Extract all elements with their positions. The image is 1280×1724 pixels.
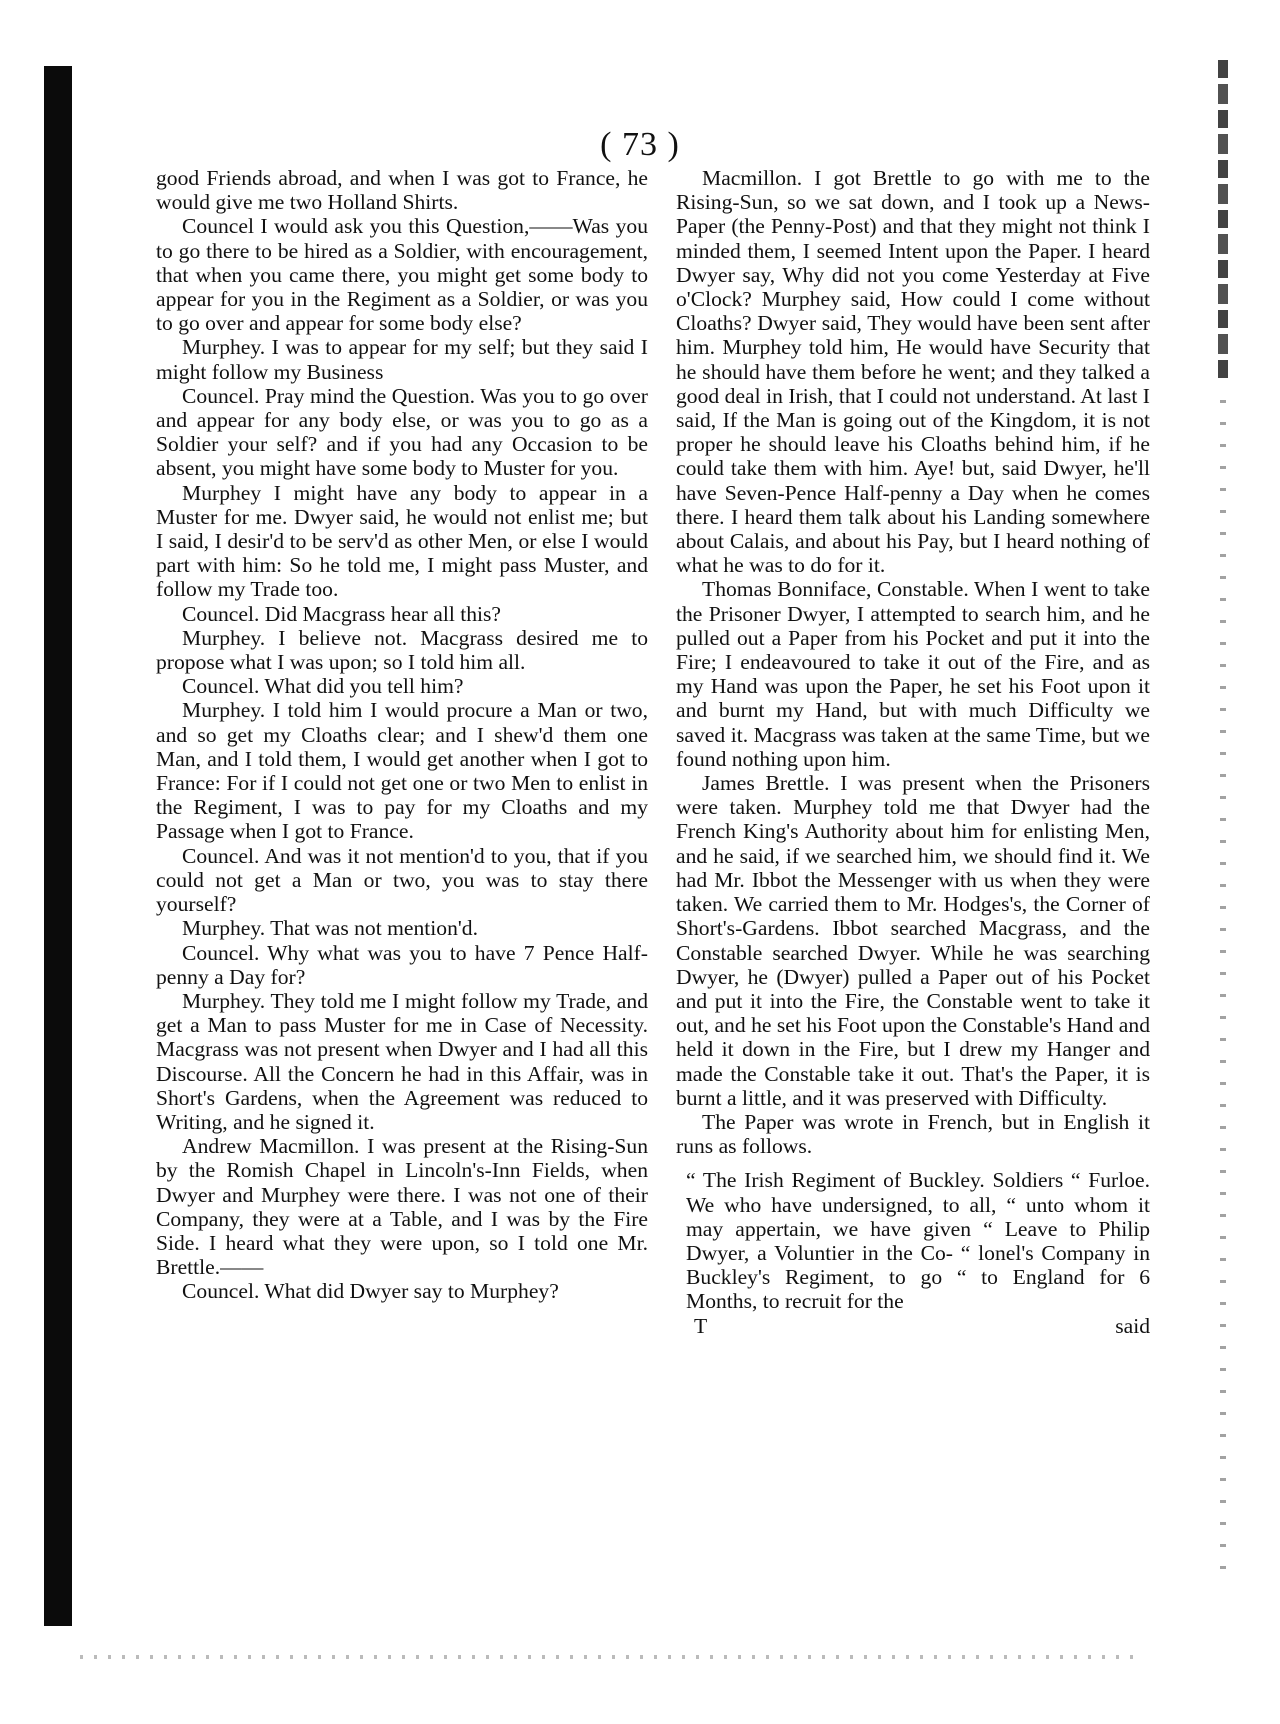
scan-border-right <box>1218 60 1228 380</box>
paragraph: Councel. What did Dwyer say to Murphey? <box>182 1279 559 1304</box>
paragraph: Murphey. I believe not. Macgrass desired me to propose what I was upon; so I told him all. <box>156 625 648 675</box>
catchword: said <box>1115 1313 1150 1338</box>
paragraph: Councel. Why what was you to have 7 Pence Half-penny a Day for? <box>156 940 648 989</box>
paragraph: Councel. What did you tell him? <box>182 674 464 699</box>
page-footer <box>676 1314 1150 1338</box>
right-column <box>676 166 1150 1338</box>
paragraph: Murphey. I was to appear for my self; but they said I might follow my Business <box>156 335 648 384</box>
paragraph: Murphey I might have any body to appear in a Muster for me. Dwyer said, he would not enlist me; but I said, I desir'd to be serv'd as other Men, or else I would part with him: So he told me, I might pass Muster, and follow my Trade too. <box>156 480 648 602</box>
paper-heading: The Paper was wrote in French, but in English it runs as follows. <box>676 1109 1150 1159</box>
signature-mark: T <box>694 1313 708 1338</box>
paragraph: Murphey. That was not mention'd. <box>182 916 478 941</box>
paragraph: Councel. Pray mind the Question. Was you to go over and appear for any body else, or was you to go as a Soldier your self? and if you had any Occasion to be absent, you might have some body to Muster for you. <box>156 383 648 481</box>
scan-bottom-noise <box>80 1655 1140 1659</box>
scan-border-left <box>44 66 72 1626</box>
paragraph: Councel. And was it not mention'd to you, that if you could not get a Man or two, you was to stay there yourself? <box>156 843 648 917</box>
paragraph: Macmillon. I got Brettle to go with me to the Rising-Sun, so we sat down, and I took up a News-Paper (the Penny-Post) and that they might not think I minded them, I seemed Intent upon the Paper. I heard Dwyer say, Why did not you come Yesterday at Five o'Clock? Murphey said, How could I come without Cloaths? Dwyer said, They would have been sent after him. Murphey told him, He would have Security that he should have them before he went; and they talked a good deal in Irish, that I could not understand. At last I said, If the Man is going out of the Kingdom, it is not proper he should leave his Cloaths behind him, if he could take them with him. Aye! but, said Dwyer, he'll have Seven-Pence Half-penny a Day when he comes there. I heard them talk about his Landing somewhere about Calais, and about his Pay, but I heard nothing of what he was to do for it. <box>676 166 1150 578</box>
paragraph: good Friends abroad, and when I was got to France, he would give me two Holland Shirts. <box>156 166 648 215</box>
paragraph: Thomas Bonniface, Constable. When I went to take the Prisoner Dwyer, I attempted to search him, and he pulled out a Paper from his Pocket and put it into the Fire; I endeavoured to take it out of the Fire, and as my Hand was upon the Paper, he set his Foot upon it and burnt my Hand, but with much Difficulty we saved it. Macgrass was taken at the same Time, but we found nothing upon him. <box>676 577 1150 771</box>
paragraph: Murphey. They told me I might follow my Trade, and get a Man to pass Muster for me in Case of Necessity. Macgrass was not present when Dwyer and I had all this Discourse. All the Concern he had in this Affair, was in Short's Gardens, when the Agreement was reduced to Writing, and he signed it. <box>156 988 648 1134</box>
paragraph: Councel. Did Macgrass hear all this? <box>182 601 502 626</box>
paragraph: James Brettle. I was present when the Prisoners were taken. Murphey told me that Dwyer had the French King's Authority about him for enlisting Men, and he said, if we searched him, we should find it. We had Mr. Ibbot the Messenger with us when they were taken. We carried them to Mr. Hodges's, the Corner of Short's-Gardens. Ibbot searched Macgrass, and the Constable searched Dwyer. While he was searching Dwyer, he (Dwyer) pulled a Paper out of his Pocket and put it into the Fire, the Constable went to take it out, and he set his Foot upon the Constable's Hand and held it down in the Fire, but I drew my Hanger and made the Constable take it out. That's the Paper, it is burnt a little, and it was preserved with Difficulty. <box>676 771 1150 1110</box>
left-column <box>156 166 648 1304</box>
paragraph: Murphey. I told him I would procure a Man or two, and so get my Cloaths clear; and I shew'd them one Man, and I told them, I would get another when I got to France: For if I could not get one or two Men to enlist in the Regiment, I was to pay for my Cloaths and my Passage when I got to France. <box>156 698 648 844</box>
paragraph: Andrew Macmillon. I was present at the Rising-Sun by the Romish Chapel in Lincoln's-Inn Fields, when Dwyer and Murphey were there. I was not one of their Company, they were at a Table, and I was by the Fire Side. I heard what they were upon, so I told one Mr. Brettle.—— <box>156 1134 648 1280</box>
scan-specks-right <box>1220 400 1226 1580</box>
quoted-document: “ The Irish Regiment of Buckley. Soldiers “ Furloe. We who have undersigned, to all, “ unto whom it may appertain, we have given “ Leave to Philip Dwyer, a Voluntier in the Co- “ lonel's Company in Buckley's Regiment, to go “ to England for 6 Months, to recruit for the <box>686 1168 1150 1314</box>
page-number: ( 73 ) <box>600 126 680 163</box>
paragraph: Councel I would ask you this Question,——Was you to go there to be hired as a Soldier, with encouragement, that when you came there, you might get some body to appear for you in the Regiment as a Soldier, or was you to go over and appear for some body else? <box>156 214 648 336</box>
